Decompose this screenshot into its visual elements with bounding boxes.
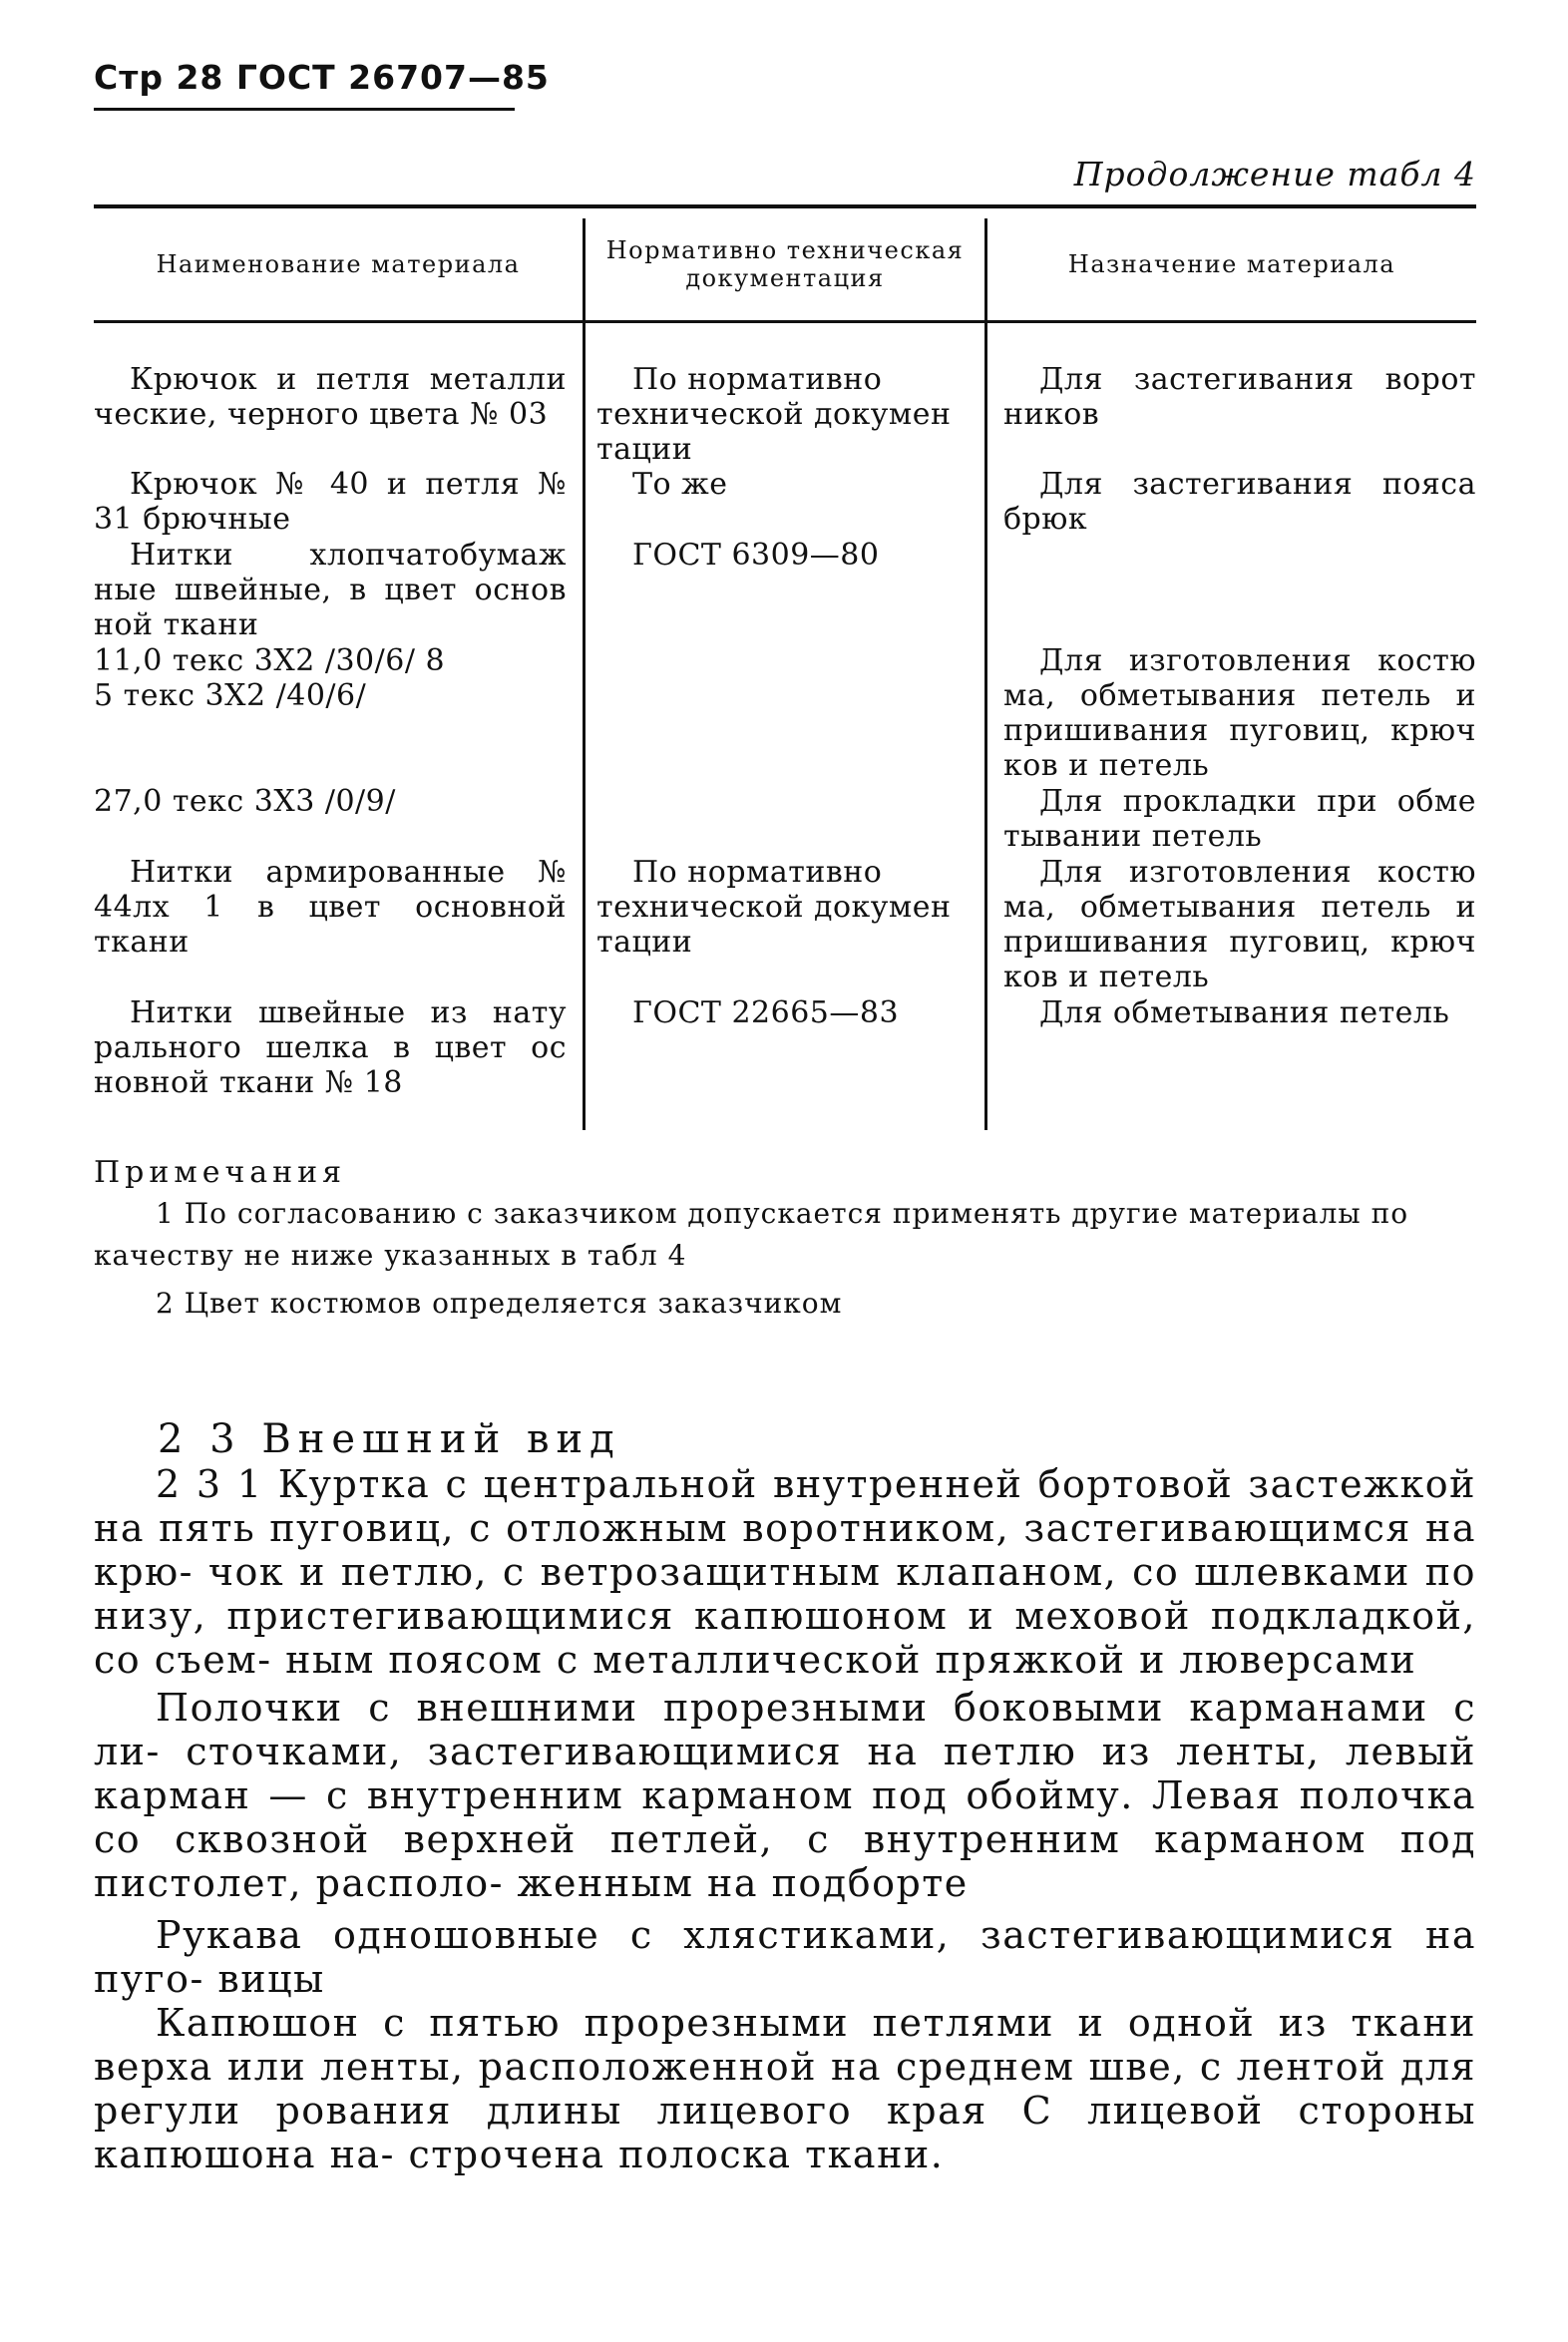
note-item: 1 По согласованию с заказчиком допускается применять другие материалы по качеству не ниже указанных в табл 4 xyxy=(94,1197,1409,1272)
column-header-material: Наименование материала xyxy=(156,250,521,278)
table-cell-material: 11,0 текс 3Х2 /30/6/ 8 5 текс 3Х2 /40/6/ xyxy=(94,643,446,713)
table-cell-material: Нитки швейные из нату рального шелка в цвет ос новной ткани № 18 xyxy=(94,995,567,1100)
table-cell-purpose: Для изготовления костю ма, обметывания петель и пришивания пуговиц, крюч ков и петель xyxy=(1003,643,1476,783)
table-cell-documentation: ГОСТ 22665—83 xyxy=(632,995,900,1030)
table-cell-documentation: По нормативно технической докумен тации xyxy=(596,855,952,960)
table-cell-purpose: Для застегивания ворот ников xyxy=(1003,362,1476,432)
column-header-documentation: Нормативно техническая документация xyxy=(605,236,965,292)
header-rule xyxy=(94,108,515,111)
table-cell-material: Крючок № 40 и петля № 31 брючные xyxy=(94,467,567,537)
body-paragraph: 2 3 1 Куртка с центральной внутренней бортовой застежкой на пять пуговиц, с отложным воротником, застегивающимся на крю- чок и петлю, с ветрозащитным клапаном, со шлевками по низу, пристегивающимися капюшоном и меховой подкладкой, со съем- ным поясом с металлической пряжкой и люверсами xyxy=(94,1462,1476,1682)
table-cell-material: Нитки армированные № 44лх 1 в цвет основной ткани xyxy=(94,855,567,960)
table-cell-purpose: Для прокладки при обме тывании петель xyxy=(1003,784,1476,854)
table-cell-documentation: То же xyxy=(632,467,728,502)
body-paragraph: Рукава одношовные с хлястиками, застегивающимися на пуго- вицы xyxy=(94,1913,1476,2001)
table-continuation-label: Продолжение табл 4 xyxy=(1073,155,1476,194)
table-cell-material: 27,0 текс 3Х3 /0/9/ xyxy=(94,784,396,819)
table-cell-purpose: Для обметывания петель xyxy=(1039,995,1450,1030)
column-header-purpose: Назначение материала xyxy=(1067,250,1396,278)
table-cell-purpose: Для изготовления костю ма, обметывания петель и пришивания пуговиц, крюч ков и петель xyxy=(1003,855,1476,994)
body-paragraph: Полочки с внешними прорезными боковыми карманами с ли- сточками, застегивающимися на петлю из ленты, левый карман — с внутренним карманом под обойму. Левая полочка со сквозной верхней петлей, с внутренним карманом под пистолет, располо- женным на подборте xyxy=(94,1686,1476,1905)
materials-table xyxy=(94,204,1476,1130)
table-cell-material: Крючок и петля металли ческие, черного цвета № 03 xyxy=(94,362,567,432)
table-cell-documentation: По нормативно технической докумен тации xyxy=(596,362,952,467)
column-divider xyxy=(984,218,987,1130)
table-cell-material: Нитки хлопчатобумаж ные швейные, в цвет основ ной ткани xyxy=(94,538,567,642)
table-cell-documentation: ГОСТ 6309—80 xyxy=(632,538,880,573)
table-cell-purpose: Для застегивания пояса брюк xyxy=(1003,467,1476,537)
body-paragraph: Капюшон с пятью прорезными петлями и одной из ткани верха или ленты, расположенной на среднем шве, с лентой для регули рования длины лицевого края С лицевой стороны капюшона на- строчена полоска ткани. xyxy=(94,2001,1476,2176)
note-item: 2 Цвет костюмов определяется заказчиком xyxy=(156,1287,843,1320)
notes-title: Примечания xyxy=(94,1155,347,1190)
section-heading: 2 3 Внешний вид xyxy=(158,1416,621,1462)
column-divider xyxy=(583,218,586,1130)
table-header-rule xyxy=(94,320,1476,323)
page-header: Стр 28 ГОСТ 26707—85 xyxy=(94,58,550,97)
